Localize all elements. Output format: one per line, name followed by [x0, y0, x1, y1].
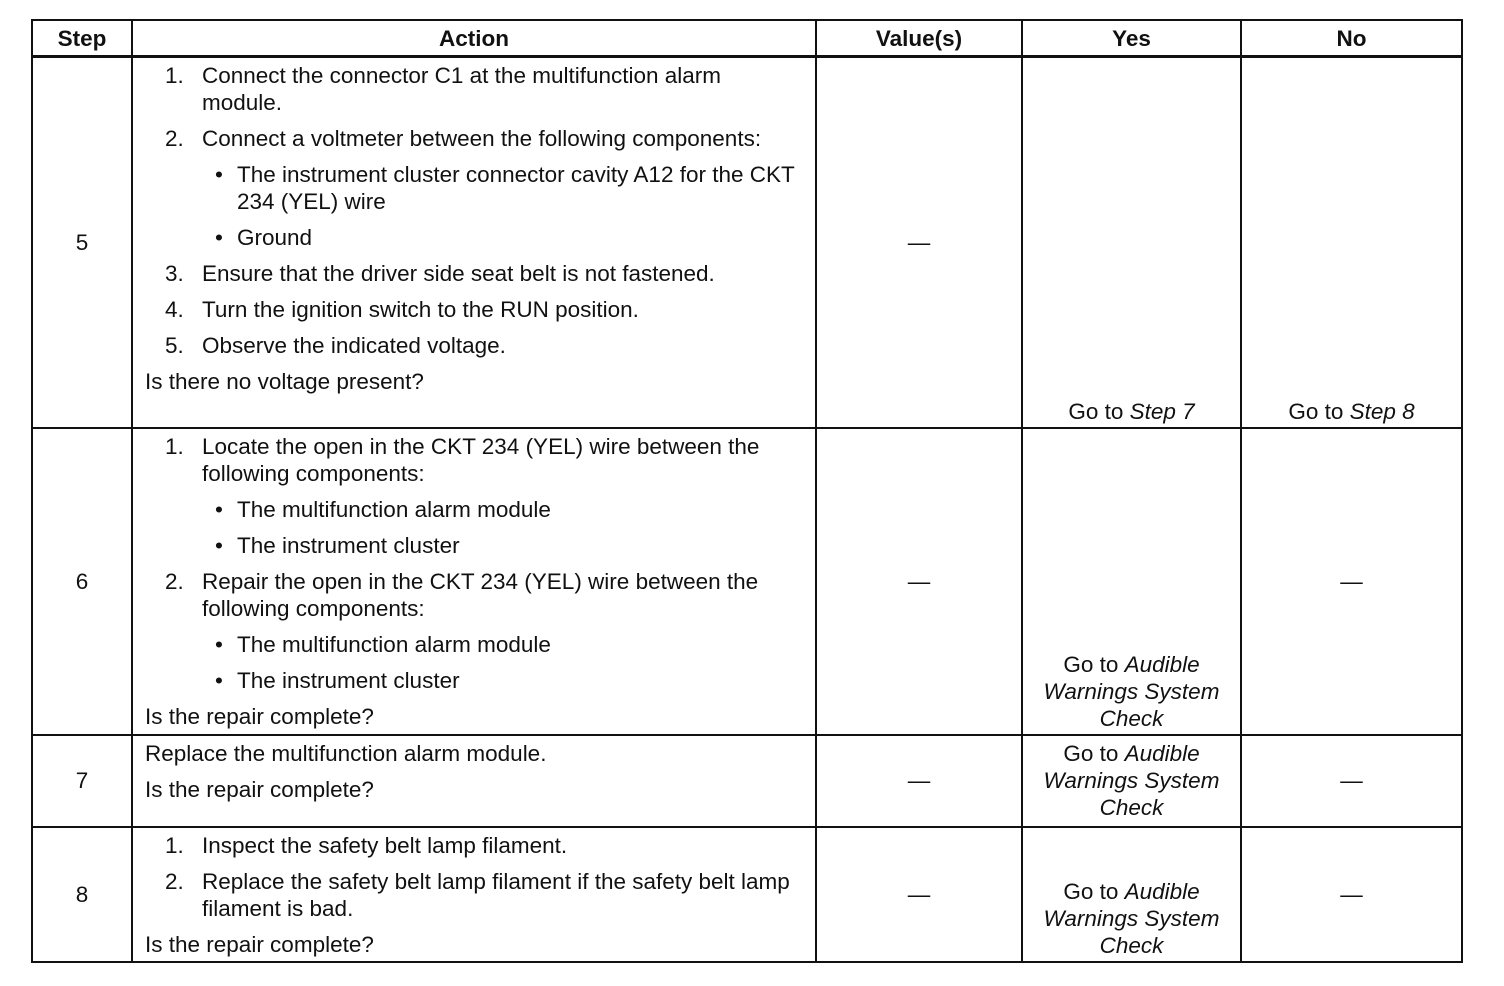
- header-step: Step: [32, 20, 132, 57]
- sub-text: The multifunction alarm module: [237, 496, 551, 522]
- header-action: Action: [132, 20, 816, 57]
- goto-reference: Audible Warnings System Check: [1043, 741, 1220, 820]
- step-text: Connect a voltmeter between the following components:: [202, 126, 762, 151]
- step-num: 1.: [165, 433, 184, 459]
- table-row: [32, 735, 1462, 827]
- header-row: [32, 20, 1462, 57]
- action-cell: [132, 735, 816, 827]
- step-text: Observe the indicated voltage.: [202, 333, 506, 358]
- no-cell: —: [1241, 827, 1462, 962]
- step-text: Connect the connector C1 at the multifunction alarm module.: [202, 63, 722, 115]
- step-number: 7: [32, 735, 132, 827]
- header-yes: Yes: [1022, 20, 1241, 57]
- no-cell: [1241, 57, 1462, 428]
- action-steps: [145, 832, 807, 922]
- sub-list: [202, 161, 807, 251]
- sub-text: Ground: [237, 225, 313, 250]
- question-text: Is the repair complete?: [145, 776, 374, 802]
- sub-list: [202, 631, 807, 694]
- goto-prefix: Go to: [1063, 741, 1125, 766]
- sub-list: [202, 496, 807, 559]
- table-row: [32, 428, 1462, 735]
- goto-prefix: Go to: [1063, 651, 1125, 677]
- sub-text: The multifunction alarm module: [237, 631, 551, 657]
- sub-text: The instrument cluster: [237, 667, 460, 693]
- yes-cell: [1022, 57, 1241, 428]
- step-text: Ensure that the driver side seat belt is not fastened.: [202, 261, 715, 286]
- goto-reference: Audible Warnings System Check: [1043, 878, 1220, 958]
- goto-prefix: Go to: [1288, 398, 1350, 424]
- bullet-icon: •: [215, 631, 223, 657]
- step-num: 5.: [165, 333, 184, 358]
- header-values: Value(s): [816, 20, 1022, 57]
- step-text: Locate the open in the CKT 234 (YEL) wire between the following components:: [202, 433, 760, 486]
- action-steps: [145, 433, 807, 694]
- step-num: 3.: [165, 261, 184, 286]
- no-cell: —: [1241, 735, 1462, 827]
- bullet-icon: •: [215, 667, 223, 693]
- values-cell: —: [816, 428, 1022, 735]
- action-step: [145, 296, 807, 323]
- sub-item: [202, 532, 807, 559]
- step-number: 5: [32, 57, 132, 428]
- yes-cell: [1022, 428, 1241, 735]
- sub-item: [202, 224, 807, 251]
- goto-reference: Step 7: [1129, 398, 1195, 424]
- bullet-icon: •: [215, 225, 223, 250]
- step-num: 2.: [165, 126, 184, 151]
- action-text: Replace the multifunction alarm module.: [145, 740, 547, 766]
- action-step: [145, 433, 807, 559]
- step-number: 6: [32, 428, 132, 735]
- sub-text: The instrument cluster connector cavity A12 for the CKT 234 (YEL) wire: [237, 162, 795, 214]
- step-text: Replace the safety belt lamp filament if the safety belt lamp filament is bad.: [202, 868, 790, 921]
- values-cell: —: [816, 827, 1022, 962]
- sub-item: [202, 161, 807, 215]
- step-number: 8: [32, 827, 132, 962]
- sub-item: [202, 631, 807, 658]
- table-row: [32, 57, 1462, 428]
- question-text: Is the repair complete?: [145, 703, 374, 729]
- action-cell: [132, 428, 816, 735]
- yes-cell: [1022, 735, 1241, 827]
- question-text: Is there no voltage present?: [145, 369, 424, 394]
- action-cell: [132, 827, 816, 962]
- goto-reference: Audible Warnings System Check: [1043, 651, 1220, 731]
- no-cell: —: [1241, 428, 1462, 735]
- table-row: [32, 827, 1462, 962]
- action-step: [145, 260, 807, 287]
- yes-cell: [1022, 827, 1241, 962]
- goto-prefix: Go to: [1063, 878, 1125, 904]
- action-step: [145, 868, 807, 922]
- diagnostic-table: [31, 19, 1463, 963]
- action-cell: [132, 57, 816, 428]
- action-step: [145, 125, 807, 251]
- sub-text: The instrument cluster: [237, 532, 460, 558]
- question-text: Is the repair complete?: [145, 931, 374, 957]
- header-no: No: [1241, 20, 1462, 57]
- bullet-icon: •: [215, 532, 223, 558]
- action-step: [145, 568, 807, 694]
- step-num: 4.: [165, 297, 184, 322]
- bullet-icon: •: [215, 496, 223, 522]
- sub-item: [202, 496, 807, 523]
- sub-item: [202, 667, 807, 694]
- step-num: 1.: [165, 832, 184, 858]
- step-text: Inspect the safety belt lamp filament.: [202, 832, 568, 858]
- goto-reference: Step 8: [1349, 398, 1415, 424]
- bullet-icon: •: [215, 162, 223, 187]
- step-num: 1.: [165, 63, 184, 88]
- values-cell: —: [816, 735, 1022, 827]
- step-text: Repair the open in the CKT 234 (YEL) wire between the following components:: [202, 568, 759, 621]
- action-step: [145, 332, 807, 359]
- goto-prefix: Go to: [1068, 398, 1130, 424]
- step-num: 2.: [165, 568, 184, 594]
- step-num: 2.: [165, 868, 184, 894]
- action-step: [145, 62, 807, 116]
- action-steps: [145, 62, 807, 359]
- values-cell: —: [816, 57, 1022, 428]
- step-text: Turn the ignition switch to the RUN position.: [202, 297, 639, 322]
- action-step: [145, 832, 807, 859]
